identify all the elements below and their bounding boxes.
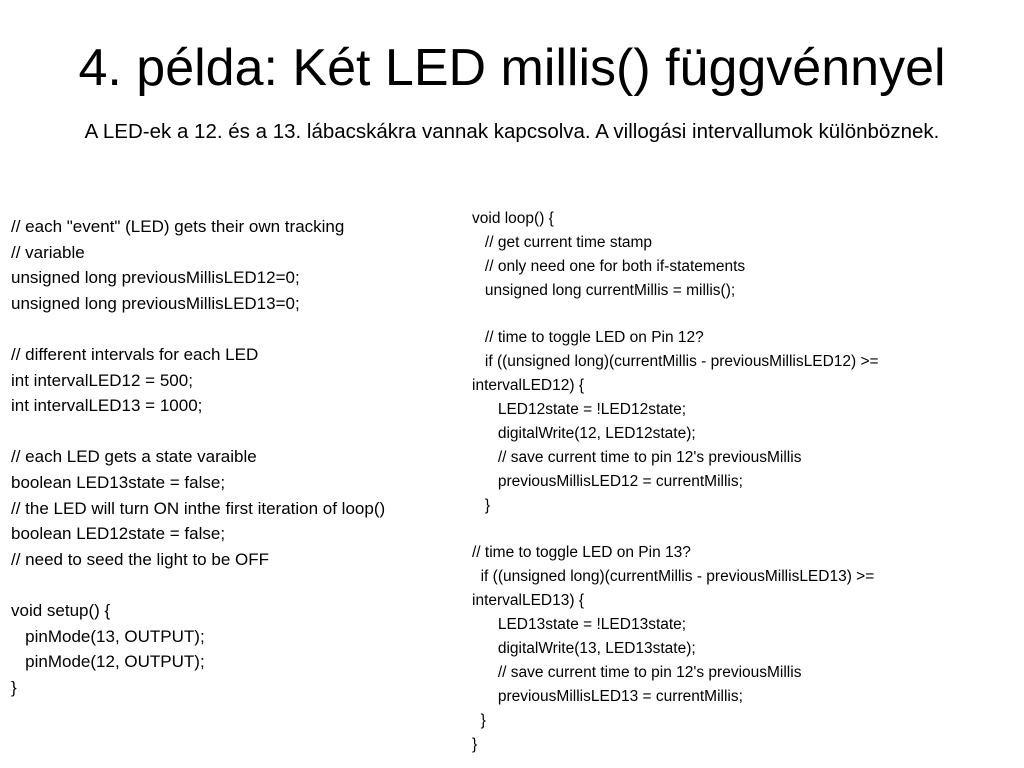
code-line: intervalLED13) {	[472, 592, 585, 610]
code-line: // save current time to pin 12's previousMillis	[472, 663, 802, 681]
code-line: previousMillisLED13 = currentMillis;	[472, 687, 743, 705]
code-line: }	[472, 735, 478, 753]
code-line: unsigned long previousMillisLED12=0;	[11, 268, 300, 288]
code-line: // get current time stamp	[472, 233, 653, 251]
code-line: // variable	[11, 242, 85, 262]
code-line: pinMode(12, OUTPUT);	[11, 652, 205, 672]
code-line: LED13state = !LED13state;	[472, 616, 687, 634]
code-line: // need to seed the light to be OFF	[11, 549, 269, 569]
code-line: int intervalLED13 = 1000;	[11, 396, 203, 416]
code-line: // only need one for both if-statements	[472, 257, 746, 275]
code-line: }	[472, 711, 486, 729]
code-line: void loop() {	[472, 210, 554, 227]
code-line	[11, 316, 466, 342]
code-line	[472, 518, 1012, 542]
code-line: if ((unsigned long)(currentMillis - previousMillisLED13) >=	[472, 568, 875, 586]
code-line: if ((unsigned long)(currentMillis - previousMillisLED12) >=	[472, 353, 879, 371]
code-line: // the LED will turn ON inthe first iteration of loop()	[11, 498, 386, 518]
code-line: }	[11, 677, 17, 697]
slide-subtitle: A LED-ek a 12. és a 13. lábacskákra vannak kapcsolva. A villogási intervallumok különböznek.	[84, 120, 940, 143]
code-block-right	[472, 207, 1012, 756]
code-line: // time to toggle LED on Pin 13?	[472, 544, 691, 562]
code-line: boolean LED12state = false;	[11, 524, 226, 544]
code-line: // different intervals for each LED	[11, 344, 259, 364]
code-line: previousMillisLED12 = currentMillis;	[472, 472, 743, 490]
code-line: digitalWrite(13, LED13state);	[472, 640, 696, 658]
code-line: void setup() {	[11, 600, 111, 620]
code-line: // time to toggle LED on Pin 12?	[472, 329, 704, 347]
code-line: }	[472, 496, 491, 514]
code-line: // save current time to pin 12's previousMillis	[472, 448, 802, 466]
code-line	[472, 303, 1012, 327]
code-line: boolean LED13state = false;	[11, 472, 226, 492]
code-line: // each LED gets a state varaible	[11, 447, 257, 467]
code-line: intervalLED12) {	[472, 377, 585, 395]
code-line	[11, 572, 466, 598]
code-line: int intervalLED12 = 500;	[11, 370, 193, 390]
code-line: LED12state = !LED12state;	[472, 401, 687, 419]
code-block-left	[11, 214, 466, 700]
code-line	[11, 419, 466, 445]
code-line: unsigned long currentMillis = millis();	[472, 281, 736, 299]
code-line: digitalWrite(12, LED12state);	[472, 425, 696, 443]
slide-title: 4. példa: Két LED millis() függvénnyel	[78, 39, 946, 97]
code-line: pinMode(13, OUTPUT);	[11, 626, 205, 646]
code-line: unsigned long previousMillisLED13=0;	[11, 293, 300, 313]
code-line: // each "event" (LED) gets their own tracking	[11, 217, 345, 236]
